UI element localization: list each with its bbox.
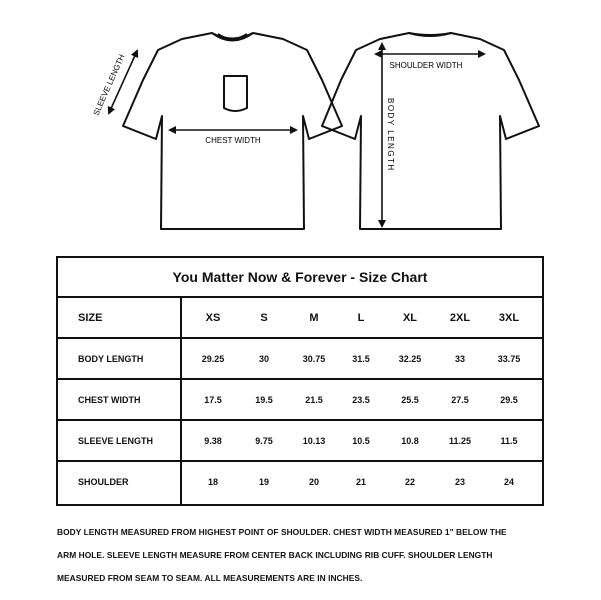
table-cell: 21 xyxy=(355,477,366,487)
table-cell: 29.25 xyxy=(201,353,225,364)
row-label: CHEST WIDTH xyxy=(78,394,141,405)
size-chart-table xyxy=(56,256,544,506)
table-cell: 10.5 xyxy=(352,435,370,446)
body-length-label: BODY LENGTH xyxy=(386,98,395,172)
measurement-notes xyxy=(57,521,547,590)
chart-title: You Matter Now & Forever - Size Chart xyxy=(58,258,542,298)
table-cell: 25.5 xyxy=(401,394,419,405)
table-header-row xyxy=(58,298,542,339)
table-cell: 9.38 xyxy=(204,435,222,446)
table-cell: 20 xyxy=(308,477,319,487)
table-cell: 10.13 xyxy=(302,435,326,446)
size-header-xl: XL xyxy=(402,311,418,324)
table-cell: 9.75 xyxy=(255,435,273,446)
table-cell: 19 xyxy=(258,477,269,487)
size-header-xs: XS xyxy=(205,311,221,324)
table-cell: 22 xyxy=(404,477,415,487)
table-cell: 18 xyxy=(207,477,218,487)
table-cell: 19.5 xyxy=(255,394,273,405)
chest-width-label: CHEST WIDTH xyxy=(205,136,261,145)
table-row-chest-width xyxy=(58,380,542,421)
size-header-m: M xyxy=(309,311,319,324)
row-label: SHOULDER xyxy=(78,477,129,487)
table-cell: 30.75 xyxy=(302,353,326,364)
shoulder-width-label: SHOULDER WIDTH xyxy=(389,61,463,70)
size-header-2xl: 2XL xyxy=(449,311,471,324)
note-line: ARM HOLE. SLEEVE LENGTH MEASURE FROM CENTER BACK INCLUDING RIB CUFF. SHOULDER LENGTH xyxy=(57,550,493,560)
note-line: BODY LENGTH MEASURED FROM HIGHEST POINT OF SHOULDER. CHEST WIDTH MEASURED 1" BELOW THE xyxy=(57,527,507,537)
table-cell: 11.5 xyxy=(500,435,518,446)
table-cell: 30 xyxy=(258,353,269,364)
table-cell: 29.5 xyxy=(500,394,518,405)
table-cell: 33.75 xyxy=(497,353,521,364)
table-cell: 17.5 xyxy=(204,394,222,405)
table-cell: 32.25 xyxy=(398,353,422,364)
table-cell: 23.5 xyxy=(352,394,370,405)
table-cell: 33 xyxy=(454,353,465,364)
size-header-l: L xyxy=(357,311,365,324)
table-row-sleeve-length xyxy=(58,421,542,462)
table-row-body-length xyxy=(58,339,542,380)
table-row-shoulder xyxy=(58,462,542,502)
table-cell: 23 xyxy=(454,477,465,487)
front-tshirt-icon xyxy=(123,33,342,229)
table-cell: 11.25 xyxy=(448,435,472,446)
note-line: MEASURED FROM SEAM TO SEAM. ALL MEASUREMENTS ARE IN INCHES. xyxy=(57,573,363,583)
size-header-3xl: 3XL xyxy=(498,311,520,324)
size-header-label: SIZE xyxy=(78,311,103,324)
row-label: BODY LENGTH xyxy=(78,353,144,364)
table-cell: 10.8 xyxy=(401,435,419,446)
row-label: SLEEVE LENGTH xyxy=(78,435,154,446)
sleeve-length-label: SLEEVE LENGTH xyxy=(91,53,127,117)
table-cell: 24 xyxy=(503,477,514,487)
size-header-s: S xyxy=(260,311,268,324)
table-rows xyxy=(58,298,542,502)
measurement-diagram xyxy=(0,0,601,245)
table-cell: 31.5 xyxy=(352,353,370,364)
table-cell: 27.5 xyxy=(451,394,469,405)
table-cell: 21.5 xyxy=(305,394,323,405)
